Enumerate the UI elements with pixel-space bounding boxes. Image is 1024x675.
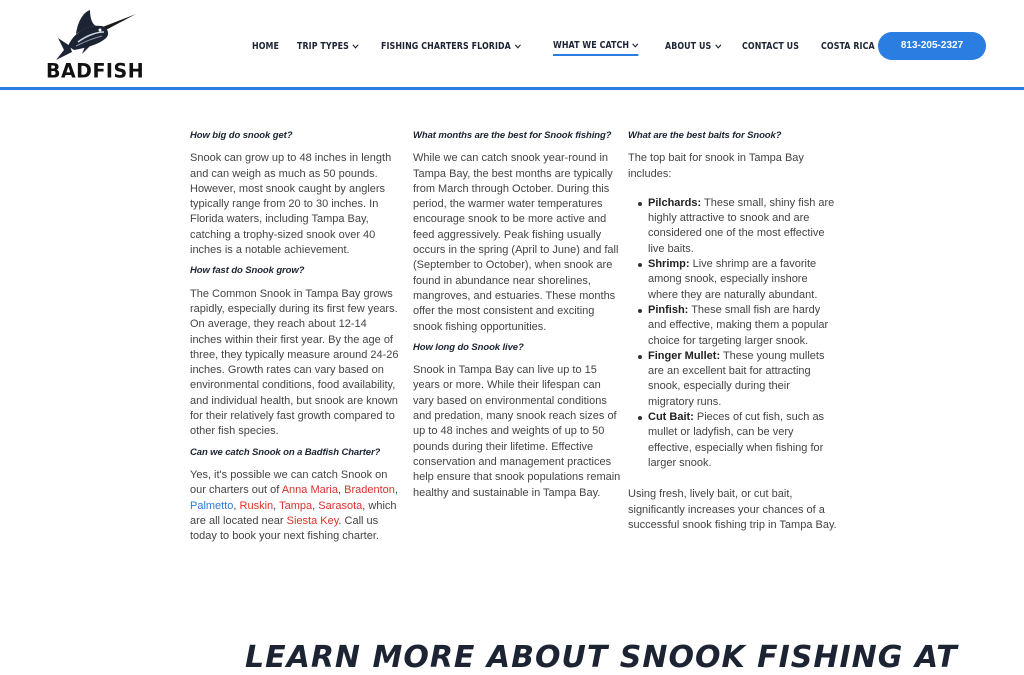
bait-conclusion: Using fresh, lively bait, or cut bait, significantly increases your chances of a successful snook fishing trip in Tampa Bay. [628,488,837,531]
link-sarasota[interactable]: Sarasota [318,499,363,512]
bait-desc: Live shrimp are a favorite among snook, especially inshore where they are naturally abundant. [648,258,818,301]
faq-question: How long do Snook live? [413,341,524,353]
nav-about-us-label: ABOUT US [664,40,712,52]
list-item [628,410,838,471]
bait-desc: These young mullets are an excellent bait for attracting snook, especially during their migratory runs. [648,349,825,408]
faq-question: What are the best baits for Snook? [628,130,782,141]
comma: , [312,499,319,512]
link-tampa[interactable]: Tampa [279,499,313,512]
bait-desc: These small fish are hardy and effective, making them a popular choice for targeting larger snook. [648,303,829,347]
chevron-down-icon [352,44,358,49]
bait-intro: The top bait for snook in Tampa Bay includes: [628,152,804,180]
nav-trip-types[interactable] [297,38,359,54]
phone-button[interactable]: 813-205-2327 [878,32,986,60]
list-item [628,303,838,349]
link-palmetto[interactable]: Palmetto [190,499,234,512]
faq-column-1 [190,126,400,549]
answer-mid: , which are all located near [190,499,397,527]
comma: , [337,484,345,497]
nav-home[interactable] [252,38,279,54]
link-bradenton[interactable]: Bradenton [344,484,395,497]
comma: , [394,484,398,497]
answer-end: . Call us today to book your next fishing charter. [190,514,379,543]
faq-column-3 [628,126,838,538]
list-item [628,257,838,303]
faq-question: How big do snook get? [190,130,293,141]
faq-answer: Snook in Tampa Bay can live up to 15 years or more. While their lifespan can vary based on environmental conditions and predation, many snook reach sizes of up to 48 inches and weights of up to 50 pounds during their lifetime. Effective conservation and management practices help ensure that snook populations remain healthy and sustainable in Tampa Bay. [413,364,621,499]
bait-desc: These small, shiny fish are highly attractive to snook and are considered one of the most effective live baits. [648,196,835,255]
comma: , [233,499,240,512]
nav-trip-types-label: TRIP TYPES [296,40,349,52]
main-nav [252,38,896,54]
comma: , [273,499,280,512]
answer-intro: Yes, it's possible we can catch Snook on our charters out of [190,468,388,497]
faq-answer: Snook can grow up to 48 inches in length and can weigh as much as 50 pounds. However, most snook caught by anglers typically range from 20 to 30 inches. In Florida waters, including Tampa Bay, catching a trophy-sized snook over 40 inches is a notable achievement. [190,152,392,257]
nav-about-us[interactable] [665,38,721,54]
chevron-down-icon [715,44,721,49]
list-item [628,196,838,257]
bait-name: Cut Bait: [648,411,694,424]
nav-costa-rica-label: COSTA RICA [821,40,875,52]
nav-contact-us[interactable] [742,38,799,54]
logo-text: BADFISH [46,59,145,83]
bait-list [628,196,838,471]
badfish-logo[interactable] [46,8,145,83]
nav-what-we-catch-label: WHAT WE CATCH [553,39,630,51]
nav-contact-us-label: CONTACT US [742,40,800,52]
link-ruskin[interactable]: Ruskin [239,499,274,512]
bait-name: Pilchards: [648,196,702,209]
faq-question: What months are the best for Snook fishing? [413,130,612,141]
section-heading: LEARN MORE ABOUT SNOOK FISHING AT [245,640,958,675]
marlin-icon [56,8,138,60]
link-anna-maria[interactable]: Anna Maria [281,484,338,497]
link-siesta-key[interactable]: Siesta Key [286,514,339,527]
nav-fishing-charters-florida[interactable] [381,38,521,54]
nav-home-label: HOME [252,40,280,52]
nav-costa-rica[interactable] [821,38,875,54]
faq-answer: While we can catch snook year-round in Tampa Bay, the best months are typically from March through October. During this period, the warmer water temperatures encourage snook to be more active and feed aggressively. Peak fishing usually occurs in the spring (April to June) and fall (September to October), when snook are found in abundance near shorelines, mangroves, and estuaries. These months offer the most consistent and exciting snook fishing opportunities. [413,152,619,333]
bait-name: Finger Mullet: [648,349,721,362]
chevron-down-icon [514,44,520,49]
nav-fishing-charters-label: FISHING CHARTERS FLORIDA [380,40,511,52]
faq-answer-charter [190,468,400,544]
list-item [628,349,838,410]
faq-question: How fast do Snook grow? [190,265,305,277]
bait-name: Pinfish: [648,303,689,316]
bait-desc: Pieces of cut fish, such as mullet or ladyfish, can be very effective, especially when fishing for larger snook. [648,411,825,469]
bait-name: Shrimp: [648,258,690,271]
faq-answer: The Common Snook in Tampa Bay grows rapidly, especially during its first few years. On average, they reach about 12-14 inches within their first year. By the age of three, they typically measure around 24-26 inches. Growth rates can vary based on environmental conditions, food availability, and individual health, but snook are known for their relatively fast growth compared to other fish species. [190,287,399,438]
faq-question: Can we catch Snook on a Badfish Charter? [190,446,381,458]
faq-column-2 [413,126,623,506]
chevron-down-icon [633,43,639,48]
nav-what-we-catch[interactable] [553,38,639,56]
site-header [0,0,1024,90]
